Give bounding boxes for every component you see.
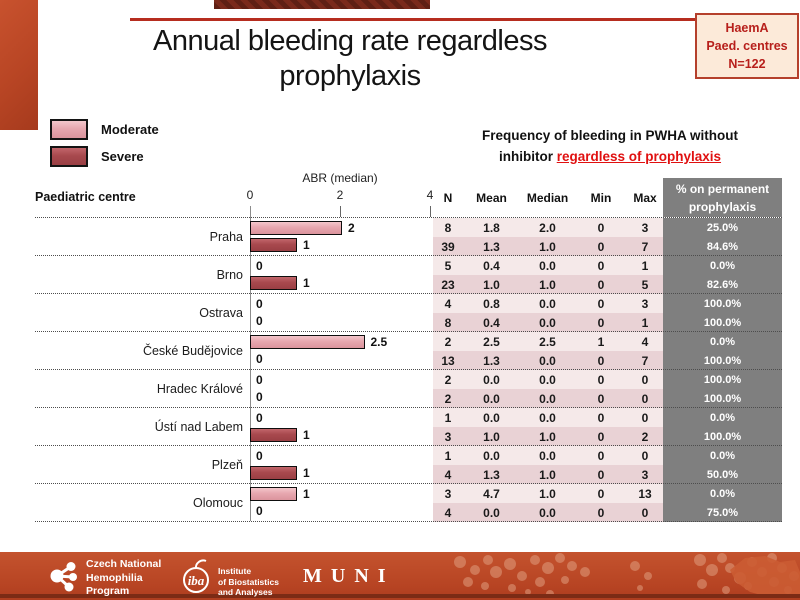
stat-cell-n: 3 [444,429,452,444]
legend-label-moderate: Moderate [101,121,159,137]
bar-value-label: 1 [303,238,310,252]
stat-cell-max: 5 [641,277,649,292]
stat-cell-mean: 0.0 [483,372,500,387]
legend-item-severe [50,146,144,166]
left-accent-bar [0,0,38,130]
bar-moderate [250,335,365,349]
stat-cell-min: 0 [597,429,605,444]
stat-cell-max: 13 [638,486,652,501]
tick-mark-2 [340,206,341,217]
bar-value-label: 0 [256,390,263,404]
pct-cell: 75.0% [663,503,782,522]
bar-severe [250,428,297,442]
stat-cell-max: 1 [641,258,649,273]
iba-line2: of Biostatistics [218,576,279,587]
stat-row-moderate [433,408,663,427]
centre-label: České Budějovice [142,344,243,358]
frequency-title-line1: Frequency of bleeding in PWHA without [482,128,738,143]
table-group [35,293,782,331]
footer-dots-decoration [400,552,800,600]
stat-cell-median: 1.0 [539,239,556,254]
pct-column-header: % on permanent prophylaxis [663,178,782,217]
czech-map-silhouette [730,556,800,598]
iba-line3: and Analyses [218,587,273,598]
centre-label: Brno [216,268,243,282]
cnhp-logo-text [86,558,161,599]
stat-cell-n: 3 [444,486,452,501]
stat-cell-median: 2.5 [539,334,556,349]
centre-label: Plzeň [211,458,243,472]
stat-row-moderate [433,370,663,389]
stat-row-moderate [433,218,663,237]
column-header-max: Max [633,191,657,205]
table-group [35,483,782,521]
stat-cell-n: 5 [444,258,452,273]
stat-cell-min: 0 [597,277,605,292]
bar-value-label: 1 [303,466,310,480]
stat-cell-mean: 1.3 [483,239,500,254]
pct-cell: 100.0% [663,427,782,446]
stat-row-severe [433,427,663,446]
iba-logo-icon [180,558,214,596]
stat-cell-max: 0 [641,391,649,406]
column-header-n: N [443,191,453,205]
frequency-title [450,126,770,168]
pct-cell: 0.0% [663,484,782,503]
abr-axis-label: ABR (median) [302,171,378,185]
stat-row-moderate [433,446,663,465]
stat-cell-n: 4 [444,296,452,311]
stat-cell-median: 1.0 [539,277,556,292]
table-group [35,255,782,293]
stat-cell-mean: 1.0 [483,429,500,444]
bar-value-label: 1 [303,428,310,442]
column-header-min: Min [590,191,612,205]
bar-severe [250,238,297,252]
chart-table-rows [35,217,782,521]
paediatric-centre-header: Paediatric centre [35,190,136,204]
stat-cell-mean: 1.0 [483,277,500,292]
bar-moderate [250,221,342,235]
top-dark-strip [214,0,430,9]
column-header-median: Median [526,191,569,205]
stat-cell-max: 0 [641,372,649,387]
axis-tick-4: 4 [426,188,434,202]
stat-cell-min: 0 [597,239,605,254]
stat-cell-n: 2 [444,391,452,406]
pct-cell: 0.0% [663,408,782,427]
stat-cell-mean: 1.3 [483,353,500,368]
stat-cell-n: 2 [444,372,452,387]
stat-cell-median: 2.0 [539,220,556,235]
badge-line3: N=122 [728,57,766,72]
bar-moderate [250,487,297,501]
stat-cell-min: 0 [597,353,605,368]
centre-label: Ústí nad Labem [154,420,243,434]
frequency-title-highlight: regardless of prophylaxis [556,148,722,164]
axis-tick-0: 0 [246,188,254,202]
legend-swatch-moderate [50,119,88,140]
stat-cell-mean: 1.8 [483,220,500,235]
frequency-title-prefix: inhibitor [498,148,557,164]
stat-cell-max: 3 [641,220,649,235]
legend-item-moderate [50,119,159,139]
table-group [35,217,782,255]
stat-cell-min: 0 [597,372,605,387]
stat-row-moderate [433,294,663,313]
stat-cell-mean: 0.0 [483,448,500,463]
stat-cell-median: 1.0 [539,429,556,444]
stat-cell-n: 2 [444,334,452,349]
legend-label-severe: Severe [101,148,144,164]
stat-cell-max: 7 [641,353,649,368]
stat-cell-mean: 0.4 [483,258,500,273]
bar-value-label: 2.5 [370,335,388,349]
stat-cell-n: 4 [444,467,452,482]
cnhp-line2: Hemophilia [86,571,143,584]
stat-cell-mean: 0.0 [483,391,500,406]
stat-cell-min: 0 [597,220,605,235]
stat-cell-max: 1 [641,315,649,330]
column-header-mean: Mean [476,191,507,205]
stat-cell-median: 1.0 [539,467,556,482]
pct-cell: 0.0% [663,332,782,351]
stat-row-severe [433,503,663,522]
bar-value-label: 0 [256,411,263,425]
pct-cell: 50.0% [663,465,782,484]
stat-row-moderate [433,484,663,503]
bar-severe [250,466,297,480]
stat-cell-max: 7 [641,239,649,254]
bar-value-label: 2 [348,221,355,235]
pct-cell: 100.0% [663,313,782,332]
stat-cell-min: 0 [597,296,605,311]
stat-cell-median: 0.0 [539,315,556,330]
table-group [35,369,782,407]
stat-cell-max: 3 [641,467,649,482]
pct-cell: 25.0% [663,218,782,237]
pct-cell: 82.6% [663,275,782,294]
pct-cell: 100.0% [663,389,782,408]
stat-cell-median: 0.0 [539,448,556,463]
stat-cell-n: 1 [444,448,452,463]
stat-cell-n: 13 [441,353,455,368]
page-title: Annual bleeding rate regardless prophylaxis [153,25,547,93]
table-group [35,331,782,369]
svg-text:iba: iba [187,573,205,588]
iba-logo-text [218,566,279,598]
stat-cell-mean: 4.7 [483,486,500,501]
stat-row-severe [433,351,663,370]
stat-cell-max: 3 [641,296,649,311]
stat-cell-n: 4 [444,505,452,520]
stat-row-moderate [433,256,663,275]
stat-cell-n: 39 [441,239,455,254]
stat-cell-n: 8 [444,220,452,235]
axis-tick-2: 2 [336,188,344,202]
stat-cell-min: 0 [597,391,605,406]
stat-cell-min: 0 [597,505,605,520]
stat-row-severe [433,389,663,408]
stat-cell-min: 0 [597,315,605,330]
table-bottom-rule [35,521,782,522]
centre-label: Praha [209,230,243,244]
stat-row-moderate [433,332,663,351]
stat-cell-median: 0.0 [539,505,556,520]
stat-cell-mean: 0.0 [483,505,500,520]
stat-cell-mean: 1.3 [483,467,500,482]
cnhp-line1: Czech National [86,558,162,570]
stat-cell-median: 0.0 [539,372,556,387]
stat-cell-min: 0 [597,486,605,501]
stat-cell-max: 0 [641,410,649,425]
bar-value-label: 0 [256,373,263,387]
badge-line2: Paed. centres [706,38,788,53]
stat-row-severe [433,313,663,332]
iba-line1: Institute [218,566,252,576]
stat-cell-median: 0.0 [539,410,556,425]
stat-row-severe [433,237,663,256]
pct-cell: 84.6% [663,237,782,256]
table-group [35,407,782,445]
stat-cell-mean: 0.8 [483,296,500,311]
bar-value-label: 1 [303,276,310,290]
stat-cell-median: 0.0 [539,353,556,368]
stat-cell-n: 8 [444,315,452,330]
stat-row-severe [433,275,663,294]
centre-label: Olomouc [192,496,243,510]
bar-value-label: 0 [256,297,263,311]
stat-cell-max: 0 [641,505,649,520]
stat-row-severe [433,465,663,484]
centre-label: Ostrava [199,306,243,320]
table-group [35,445,782,483]
stat-cell-mean: 0.4 [483,315,500,330]
bar-severe [250,276,297,290]
bar-value-label: 0 [256,504,263,518]
stat-cell-min: 0 [597,448,605,463]
stat-cell-min: 1 [597,334,605,349]
bar-value-label: 0 [256,352,263,366]
stat-cell-max: 4 [641,334,649,349]
pct-cell: 100.0% [663,370,782,389]
stat-cell-median: 0.0 [539,391,556,406]
bar-value-label: 1 [303,487,310,501]
stat-cell-median: 1.0 [539,486,556,501]
cnhp-molecule-icon [48,560,80,592]
muni-logo: MUNI [303,565,395,587]
pct-cell: 0.0% [663,446,782,465]
stat-cell-min: 0 [597,258,605,273]
legend-swatch-severe [50,146,88,167]
bar-value-label: 0 [256,259,263,273]
tick-mark-4 [430,206,431,217]
centre-label: Hradec Králové [156,382,243,396]
cnhp-line3: Program [86,585,130,598]
badge-line1: HaemA [725,20,769,35]
stat-cell-n: 23 [441,277,455,292]
bar-value-label: 0 [256,314,263,328]
bar-value-label: 0 [256,449,263,463]
stat-cell-max: 2 [641,429,649,444]
stat-cell-min: 0 [597,410,605,425]
stat-cell-max: 0 [641,448,649,463]
stat-cell-mean: 0.0 [483,410,500,425]
stat-cell-min: 0 [597,467,605,482]
haema-badge [695,13,799,79]
stat-cell-n: 1 [444,410,452,425]
stat-cell-mean: 2.5 [483,334,500,349]
pct-cell: 100.0% [663,351,782,370]
pct-cell: 0.0% [663,256,782,275]
stat-cell-median: 0.0 [539,258,556,273]
pct-cell: 100.0% [663,294,782,313]
stat-cell-median: 0.0 [539,296,556,311]
